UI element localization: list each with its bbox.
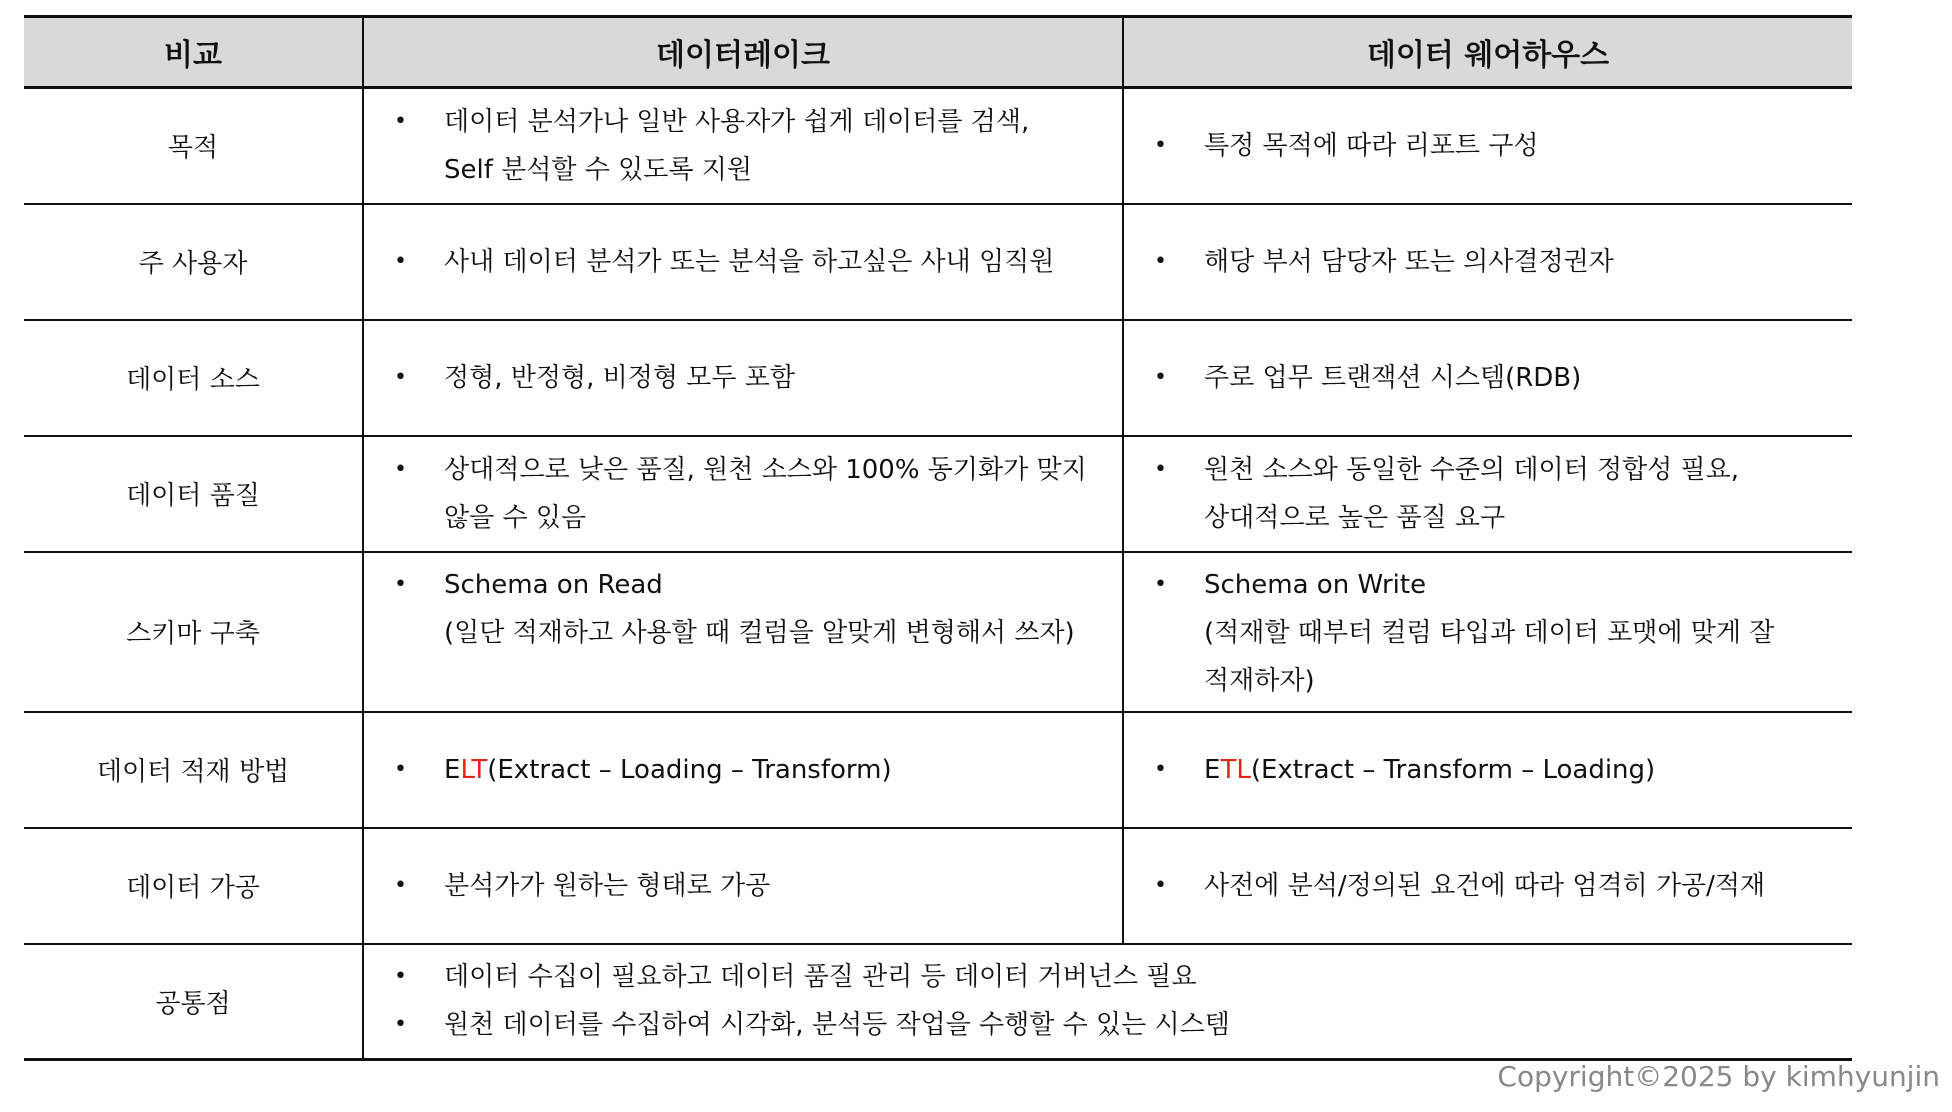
row-purpose <box>24 88 1852 204</box>
bullet-item: • Schema on Read (일단 적재하고 사용할 때 컬럼을 알맞게 변형해서 쓰자) <box>394 561 1122 657</box>
datawarehouse-cell <box>1123 320 1852 436</box>
bullet-item: • Schema on Write (적재할 때부터 컬럼 타입과 데이터 포맷에 맞게 잘 적재하자) <box>1154 561 1852 705</box>
bullet-item: • 특정 목적에 따라 리포트 구성 <box>1154 122 1852 170</box>
row-data-quality <box>24 436 1852 552</box>
comparison-table <box>24 15 1852 1061</box>
bullet-item: • 원천 소스와 동일한 수준의 데이터 정합성 필요, 상대적으로 높은 품질 요구 <box>1154 446 1852 542</box>
header-datalake: 데이터레이크 <box>363 17 1123 88</box>
bullet-item: • 분석가가 원하는 형태로 가공 <box>394 862 1122 910</box>
highlight-text: TL <box>1220 754 1251 785</box>
bullet-item: • 주로 업무 트랜잭션 시스템(RDB) <box>1154 354 1852 402</box>
datalake-cell <box>363 88 1123 204</box>
datalake-cell <box>363 436 1123 552</box>
header-compare: 비교 <box>24 17 363 88</box>
bullet-item: • 사전에 분석/정의된 요건에 따라 엄격히 가공/적재 <box>1154 862 1852 910</box>
datawarehouse-cell <box>1123 88 1852 204</box>
copyright-text: Copyright©2025 by kimhyunjin <box>1497 1060 1940 1093</box>
datalake-cell <box>363 552 1123 712</box>
row-label: 데이터 품질 <box>24 436 363 552</box>
datalake-cell <box>363 828 1123 944</box>
datawarehouse-cell <box>1123 712 1852 828</box>
bullet-item: • 사내 데이터 분석가 또는 분석을 하고싶은 사내 임직원 <box>394 238 1122 286</box>
bullet-item: • 해당 부서 담당자 또는 의사결정권자 <box>1154 238 1852 286</box>
row-load-method <box>24 712 1852 828</box>
datawarehouse-cell <box>1123 828 1852 944</box>
bullet-item: • ETL(Extract – Transform – Loading) <box>1154 746 1852 794</box>
row-label: 공통점 <box>24 944 363 1060</box>
row-label: 데이터 가공 <box>24 828 363 944</box>
row-main-user <box>24 204 1852 320</box>
header-row <box>24 17 1852 88</box>
bullet-item: • 데이터 분석가나 일반 사용자가 쉽게 데이터를 검색, Self 분석할 수 있도록 지원 <box>394 98 1122 194</box>
header-datawarehouse: 데이터 웨어하우스 <box>1123 17 1852 88</box>
row-label: 데이터 적재 방법 <box>24 712 363 828</box>
datalake-cell <box>363 204 1123 320</box>
datalake-cell <box>363 320 1123 436</box>
bullet-item: • 데이터 수집이 필요하고 데이터 품질 관리 등 데이터 거버넌스 필요 <box>394 953 1852 1001</box>
row-schema <box>24 552 1852 712</box>
row-label: 스키마 구축 <box>24 552 363 712</box>
row-common <box>24 944 1852 1060</box>
row-data-processing <box>24 828 1852 944</box>
row-label: 목적 <box>24 88 363 204</box>
datawarehouse-cell <box>1123 552 1852 712</box>
highlight-text: LT <box>460 754 488 785</box>
row-label: 데이터 소스 <box>24 320 363 436</box>
bullet-item: • ELT(Extract – Loading – Transform) <box>394 746 1122 794</box>
row-data-source <box>24 320 1852 436</box>
common-cell <box>363 944 1852 1060</box>
datawarehouse-cell <box>1123 204 1852 320</box>
datalake-cell <box>363 712 1123 828</box>
bullet-item: • 정형, 반정형, 비정형 모두 포함 <box>394 354 1122 402</box>
datawarehouse-cell <box>1123 436 1852 552</box>
row-label: 주 사용자 <box>24 204 363 320</box>
bullet-item: • 원천 데이터를 수집하여 시각화, 분석등 작업을 수행할 수 있는 시스템 <box>394 1001 1852 1049</box>
bullet-item: • 상대적으로 낮은 품질, 원천 소스와 100% 동기화가 맞지 않을 수 있음 <box>394 446 1122 542</box>
